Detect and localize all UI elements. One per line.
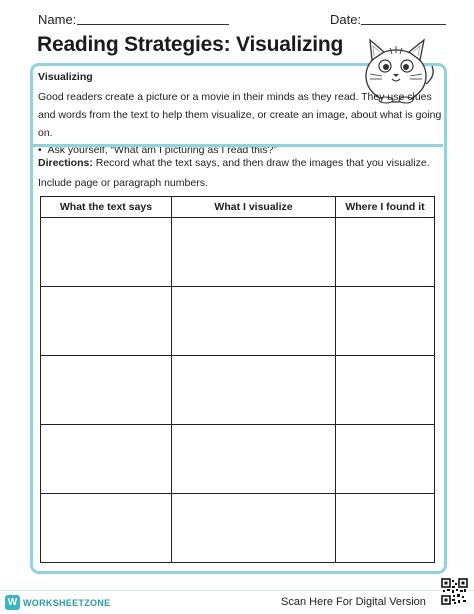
intro-heading: Visualizing xyxy=(38,71,93,83)
page-title: Reading Strategies: Visualizing xyxy=(37,33,344,56)
brand-name: WORKSHEETZONE xyxy=(23,597,111,608)
directions xyxy=(38,153,442,193)
directions-label: Directions: xyxy=(38,157,93,169)
table-row xyxy=(41,356,435,425)
worksheetzone-logo[interactable] xyxy=(5,595,110,610)
table-cell[interactable] xyxy=(172,425,336,494)
scan-text: Scan Here For Digital Version xyxy=(281,596,426,608)
column-header-found-it: Where I found it xyxy=(336,197,435,218)
date-blank-line[interactable] xyxy=(361,24,446,25)
section-divider xyxy=(31,144,443,147)
footer xyxy=(0,590,474,614)
table-row xyxy=(41,287,435,356)
date-label: Date: xyxy=(330,12,362,27)
table-cell[interactable] xyxy=(336,356,435,425)
column-header-visualize: What I visualize xyxy=(172,197,336,218)
table-header-row xyxy=(41,197,435,218)
table-cell[interactable] xyxy=(41,494,172,563)
table-cell[interactable] xyxy=(172,356,336,425)
table-row xyxy=(41,425,435,494)
visualizing-table xyxy=(40,196,435,563)
table-row xyxy=(41,494,435,563)
table-cell[interactable] xyxy=(41,287,172,356)
bullet-dot-icon: • xyxy=(38,144,48,156)
table-cell[interactable] xyxy=(41,218,172,287)
table-cell[interactable] xyxy=(41,356,172,425)
table-cell[interactable] xyxy=(336,425,435,494)
table-cell[interactable] xyxy=(172,287,336,356)
name-blank-line[interactable] xyxy=(77,24,229,25)
table-cell[interactable] xyxy=(41,425,172,494)
table-cell[interactable] xyxy=(336,218,435,287)
directions-text: Record what the text says, and then draw the images that you visualize. Include page or paragraph numbers. xyxy=(38,157,430,189)
table-cell[interactable] xyxy=(336,287,435,356)
worksheetzone-logo-icon: W xyxy=(5,595,20,610)
intro-body: Good readers create a picture or a movie in their minds as they read. They use clues and words from the text to help them visualize, or create an image, about what is going on. xyxy=(38,91,442,139)
column-header-text-says: What the text says xyxy=(41,197,172,218)
table-cell[interactable] xyxy=(336,494,435,563)
table-cell[interactable] xyxy=(172,218,336,287)
name-label: Name: xyxy=(38,12,77,27)
table-row xyxy=(41,218,435,287)
qr-code-icon[interactable] xyxy=(441,578,468,605)
table-cell[interactable] xyxy=(172,494,336,563)
intro-bullet-text: Ask yourself, “What am I picturing as I read this?” xyxy=(47,144,277,156)
